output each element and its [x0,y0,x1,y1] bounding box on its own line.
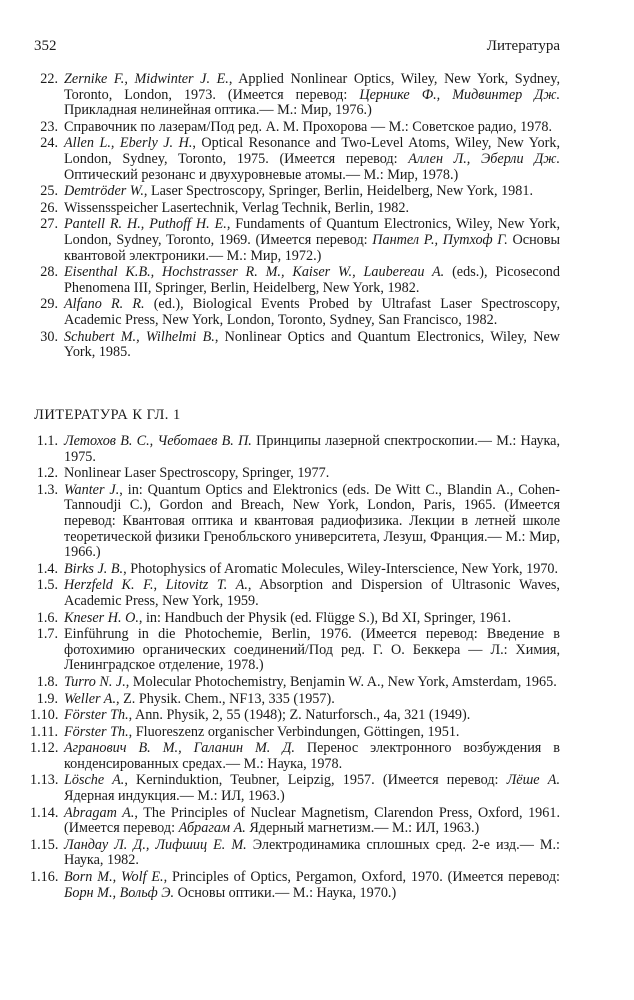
reference-body: (eds.), Picosecond Phenomena III, Springer, Berlin, Heidelberg, New York, 1982. [64,264,560,296]
reference-body: , Absorption and Dispersion of Ultrasonic Waves, Academic Press, New York, 1959. [64,577,560,609]
reference-entry [30,434,560,465]
reference-authors: Лёше А. [506,772,560,789]
reference-text [64,562,560,578]
reference-text [64,120,560,136]
reference-entry [30,184,560,200]
reference-entry [30,741,560,772]
reference-body: , Z. Physik. Chem., NF13, 335 (1957). [116,690,335,707]
reference-body: , Photophysics of Aromatic Molecules, Wiley-Interscience, New York, 1970. [123,560,559,577]
reference-number: 1.8. [36,673,58,690]
reference-authors: Eisenthal K.B., Hochstrasser R. M., Kaiser W., Laubereau A. [64,264,445,281]
reference-authors: Abragam A. [64,804,135,821]
reference-entry [30,675,560,691]
reference-number: 24. [40,135,58,152]
reference-entry [30,708,560,724]
reference-entry [30,217,560,264]
reference-body: , Laser Spectroscopy, Springer, Berlin, Heidelberg, New York, 1981. [143,183,533,200]
reference-body: , Fluoreszenz organischer Verbindungen, Göttingen, 1951. [128,723,460,740]
reference-authors: Абрагам А. [178,820,246,837]
reference-entry [30,297,560,328]
reference-authors: Born M., Wolf E. [64,869,164,886]
page-number: 352 [34,38,57,54]
reference-authors: Schubert M., Wilhelmi B. [64,328,215,345]
reference-body: , Molecular Photochemistry, Benjamin W. A., New York, Amsterdam, 1965. [125,673,557,690]
reference-authors: Ландау Л. Д., Лифшиц Е. М. [64,836,247,853]
reference-authors: Förster Th. [64,707,129,724]
reference-number: 1.5. [36,577,58,594]
reference-number: 1.1. [36,433,58,449]
reference-number: 1.7. [36,626,58,643]
reference-entry [30,201,560,217]
reference-authors: Turro N. J. [64,673,126,690]
reference-text [64,838,560,869]
reference-entry [30,692,560,708]
reference-entry [30,72,560,119]
reference-authors: Цернике Ф., Мидвинтер Дж. [359,86,560,103]
reference-text [64,627,560,674]
reference-text [64,773,560,804]
reference-authors: Demtröder W. [64,183,144,200]
reference-number: 30. [40,328,58,345]
reference-number: 1.6. [36,609,58,626]
reference-authors: Борн М., Вольф Э. [64,884,175,901]
reference-entry [30,136,560,183]
reference-number: 1.9. [36,690,58,707]
reference-number: 26. [40,199,58,216]
reference-number: 29. [40,296,58,313]
reference-body: Nonlinear Laser Spectroscopy, Springer, 1977. [64,465,330,482]
reference-entry [30,870,560,901]
reference-body: Электродинамика сплошных сред. 2-е изд.— М.: Наука, 1982. [64,836,560,869]
reference-body: Перенос электронного возбуждения в конденсированных средах.— М.: Наука, 1978. [64,740,560,772]
reference-entry [30,578,560,609]
reference-text [64,483,560,561]
reference-text [64,725,560,741]
reference-text [64,217,560,264]
reference-entry [30,611,560,627]
reference-text [64,201,560,217]
reference-body: Основы квантовой электроники.— М.: Мир, 1972.) [64,231,560,264]
reference-authors: Birks J. B. [64,560,124,577]
reference-list-chapter-1 [30,434,560,902]
reference-body: , Fundaments of Quantum Electronics, Wiley, New York, London, Sydney, Toronto, 1969. (Имеется перевод: [64,216,560,248]
reference-text [64,434,560,465]
reference-authors: Kneser H. O. [64,609,139,626]
reference-authors: Pantell R. H., Puthoff H. E. [64,216,227,233]
reference-entry [30,725,560,741]
reference-number: 1.10. [30,707,59,724]
reference-number: 23. [40,118,58,135]
reference-body: , Nonlinear Optics and Quantum Electronics, Wiley, New York, 1985. [64,328,560,361]
reference-body: , in: Handbuch der Physik (ed. Flügge S.), Bd XI, Springer, 1961. [138,609,512,626]
reference-text [64,466,560,482]
reference-body: Справочник по лазерам/Под ред. А. М. Прохорова — М.: Советское радио, 1978. [64,118,553,135]
reference-number: 1.2. [36,465,58,482]
reference-entry [30,627,560,674]
reference-entry [30,562,560,578]
reference-authors: Allen L., Eberly J. H. [64,135,193,152]
reference-body: , Applied Nonlinear Optics, Wiley, New York, Sydney, Toronto, London, 1973. (Имеется перевод: [64,71,560,103]
running-title: Литература [486,38,560,54]
reference-authors: Агранович В. М., Галанин М. Д. [64,740,295,757]
reference-body: Ядерный магнетизм.— М.: ИЛ, 1963.) [245,820,480,837]
reference-list-general [30,72,560,362]
reference-body: , The Principles of Nuclear Magnetism, Clarendon Press, Oxford, 1961. (Имеется перевод: [64,804,561,837]
reference-authors: Alfano R. R. [64,296,145,313]
reference-number: 1.15. [30,836,59,853]
reference-text [64,297,560,328]
reference-body: , Principles of Optics, Pergamon, Oxford, 1970. (Имеется перевод: [163,869,560,886]
page-header [34,38,560,55]
reference-body: Оптический резонанс и двухуровневые атомы.— М.: Мир, 1978.) [64,166,459,183]
reference-text [64,136,560,183]
reference-body: Einführung in die Photochemie, Berlin, 1976. (Имеется перевод: Введение в фотохимию органических соединений/Под ред. Г. О. Беккера — Л.: Химия, Ленинградское отделение, 1978.) [64,626,560,674]
reference-body: , Optical Resonance and Two-Level Atoms, Wiley, New York, London, Sydney, Toronto, 1975. (Имеется перевод: [64,135,560,167]
reference-text [64,806,560,837]
reference-number: 1.16. [30,869,59,886]
reference-body: , Ann. Physik, 2, 55 (1948); Z. Naturforsch., 4a, 321 (1949). [128,707,471,724]
reference-entry [30,466,560,482]
reference-number: 1.12. [30,740,59,757]
reference-text [64,72,560,119]
reference-authors: Аллен Л., Эберли Дж. [408,150,560,167]
reference-body: , Kerninduktion, Teubner, Leipzig, 1957. (Имеется перевод: [124,772,507,789]
reference-authors: Zernike F., Midwinter J. E. [64,71,229,87]
reference-number: 1.14. [30,804,59,821]
reference-number: 1.4. [36,560,58,577]
reference-text [64,265,560,296]
reference-body: , in: Quantum Optics and Elektronics (eds. De Witt C., Blandin A., Cohen-Tannoudji C.), Gordon and Breach, New York, London, Paris, 1965. (Имеется перевод: Квантовая оптика и квантовая радиофизика. Лекции в летней школе теоретической физики Гренобльского университета, Лезуш, Франция.— М.: Мир, 1966.) [64,481,561,561]
reference-entry [30,773,560,804]
reference-body: (ed.), Biological Events Probed by Ultrafast Laser Spectroscopy, Academic Press, New York, London, Toronto, Sydney, San Francisco, 1982. [64,296,560,328]
reference-text [64,741,560,772]
reference-authors: Förster Th. [64,723,129,740]
reference-number: 1.3. [36,481,58,498]
reference-number: 1.11. [30,723,58,740]
reference-entry [30,330,560,361]
reference-text [64,611,560,627]
reference-text [64,708,560,724]
reference-entry [30,806,560,837]
reference-text [64,578,560,609]
reference-authors: Пантел Р., Путхоф Г. [372,231,508,248]
reference-body: Ядерная индукция.— М.: ИЛ, 1963.) [64,788,285,805]
reference-number: 22. [40,71,58,87]
reference-number: 28. [40,264,58,281]
reference-body: Основы оптики.— М.: Наука, 1970.) [174,884,397,901]
reference-authors: Herzfeld K. F., Litovitz T. A. [64,577,248,594]
reference-text [64,184,560,200]
reference-number: 27. [40,216,58,233]
reference-authors: Lösche A. [64,772,125,789]
reference-text [64,675,560,691]
reference-text [64,330,560,361]
reference-body: Прикладная нелинейная оптика.— М.: Мир, 1976.) [64,102,372,119]
reference-number: 25. [40,183,58,200]
reference-entry [30,120,560,136]
reference-text [64,870,560,901]
reference-body: Wissensspeicher Lasertechnik, Verlag Technik, Berlin, 1982. [64,199,410,216]
reference-body: Принципы лазерной спектроскопии.— М.: Наука, 1975. [64,433,560,465]
section-title: ЛИТЕРАТУРА К ГЛ. 1 [34,407,181,423]
reference-entry [30,838,560,869]
reference-text [64,692,560,708]
reference-entry [30,483,560,561]
reference-number: 1.13. [30,772,59,789]
reference-authors: Weller A. [64,690,117,707]
reference-authors: Летохов В. С., Чеботаев В. П. [64,433,252,449]
reference-authors: Wanter J. [64,481,120,498]
reference-entry [30,265,560,296]
